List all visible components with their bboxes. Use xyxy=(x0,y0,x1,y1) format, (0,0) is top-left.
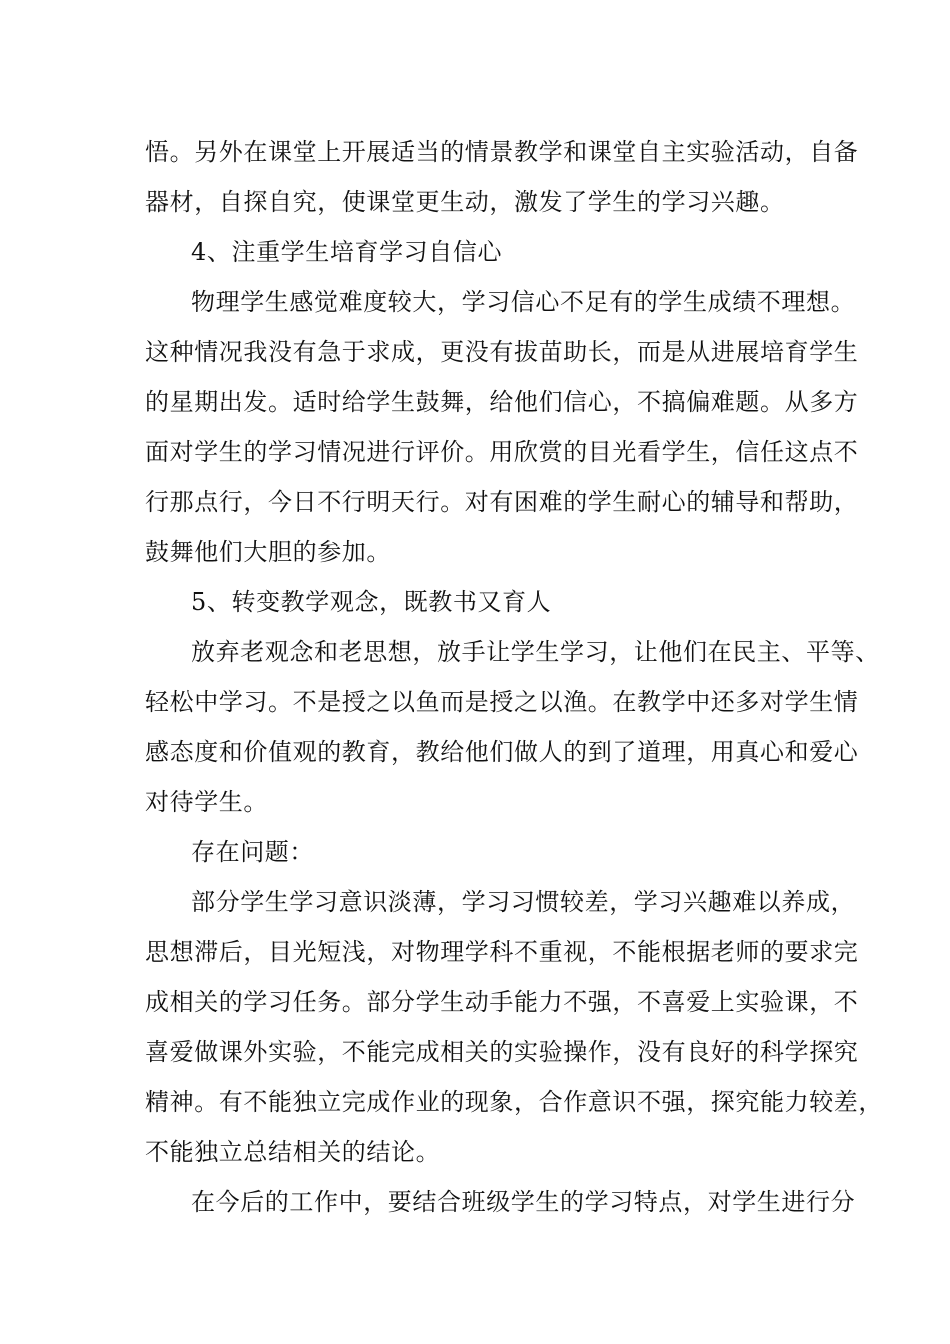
text-line: 这种情况我没有急于求成，更没有拔苗助长，而是从进展培育学生 xyxy=(145,338,859,366)
text-line: 轻松中学习。不是授之以鱼而是授之以渔。在教学中还多对学生情 xyxy=(145,688,859,716)
text-line: 在今后的工作中，要结合班级学生的学习特点，对学生进行分 xyxy=(191,1188,856,1216)
text-line: 物理学生感觉难度较大，学习信心不足有的学生成绩不理想。 xyxy=(191,288,856,316)
text-line: 的星期出发。适时给学生鼓舞，给他们信心，不搞偏难题。从多方 xyxy=(145,388,859,416)
text-line: 精神。有不能独立完成作业的现象，合作意识不强，探究能力较差， xyxy=(145,1088,883,1116)
text-line: 鼓舞他们大胆的参加。 xyxy=(145,538,391,566)
section-heading: 存在问题： xyxy=(191,838,314,866)
section-heading: 4、注重学生培育学习自信心 xyxy=(191,238,503,266)
text-line: 放弃老观念和老思想，放手让学生学习，让他们在民主、平等、 xyxy=(191,638,880,666)
text-line: 喜爱做课外实验，不能完成相关的实验操作，没有良好的科学探究 xyxy=(145,1038,859,1066)
text-line: 部分学生学习意识淡薄，学习习惯较差，学习兴趣难以养成， xyxy=(191,888,856,916)
text-line: 对待学生。 xyxy=(145,788,268,816)
text-line: 感态度和价值观的教育，教给他们做人的到了道理，用真心和爱心 xyxy=(145,738,859,766)
text-line: 行那点行，今日不行明天行。对有困难的学生耐心的辅导和帮助， xyxy=(145,488,859,516)
text-line: 面对学生的学习情况进行评价。用欣赏的目光看学生，信任这点不 xyxy=(145,438,859,466)
section-heading: 5、转变教学观念，既教书又育人 xyxy=(191,588,552,616)
text-line: 器材，自探自究，使课堂更生动，激发了学生的学习兴趣。 xyxy=(145,188,785,216)
text-line: 成相关的学习任务。部分学生动手能力不强，不喜爱上实验课，不 xyxy=(145,988,859,1016)
text-line: 思想滞后，目光短浅，对物理学科不重视，不能根据老师的要求完 xyxy=(145,938,859,966)
text-line: 悟。另外在课堂上开展适当的情景教学和课堂自主实验活动，自备 xyxy=(145,138,859,166)
text-line: 不能独立总结相关的结论。 xyxy=(145,1138,441,1166)
